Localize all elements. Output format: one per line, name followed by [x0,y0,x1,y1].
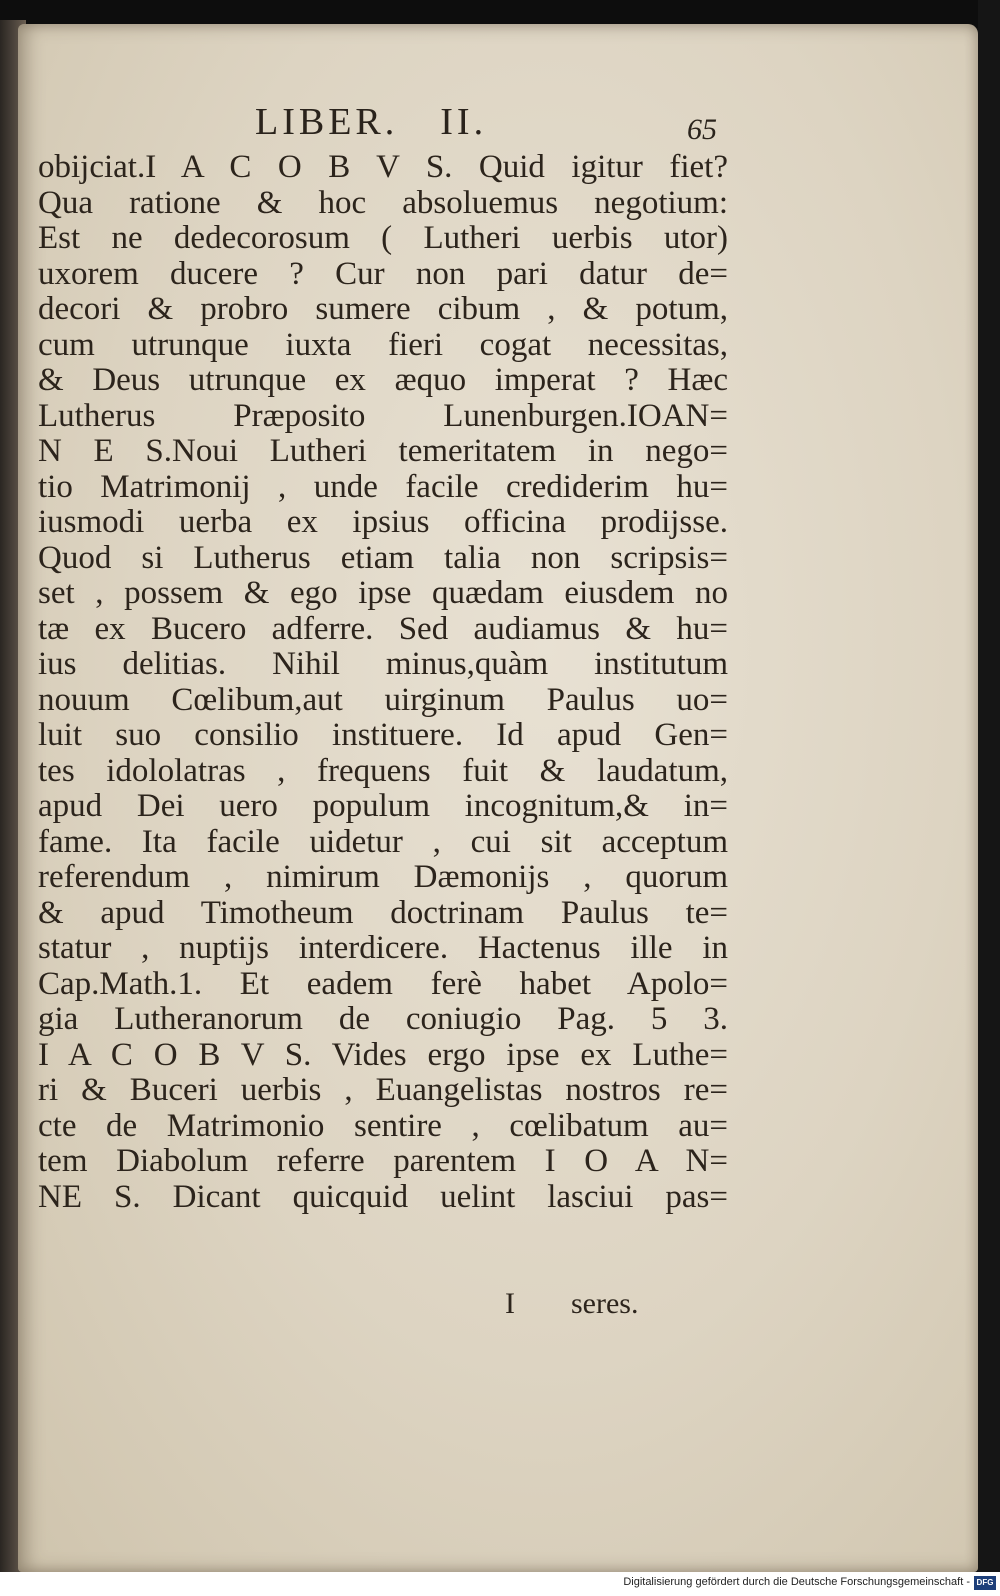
text-line: tem Diabolum referre parentem I O A N= [38,1143,728,1179]
catchword-line [505,1287,705,1321]
signature-mark: I [505,1287,515,1320]
text-line: luit suo consilio instituere. Id apud Gen= [38,717,728,753]
text-line: tæ ex Bucero adferre. Sed audiamus & hu= [38,610,728,647]
text-line: Lutherus Præposito Lunenburgen.IOAN= [38,397,728,434]
body-text [38,150,728,1215]
text-line: decori & probro sumere cibum , & potum, [38,291,728,327]
text-line: ri & Buceri uerbis , Euangelistas nostros re= [38,1072,728,1108]
text-line: tio Matrimonij , unde facile crediderim hu= [38,468,728,505]
text-line: Qua ratione & hoc absoluemus negotium: [38,184,728,221]
text-line: fame. Ita facile uidetur , cui sit acceptum [38,823,728,860]
text-line: NE S. Dicant quicquid uelint lasciui pas= [38,1178,728,1215]
text-line: I A C O B V S. Vides ergo ipse ex Luthe= [38,1036,728,1073]
text-line: set , possem & ego ipse quædam eiusdem no [38,575,728,611]
text-line: nouum Cœlibum,aut uirginum Paulus uo= [38,681,728,718]
text-line: Est ne dedecorosum ( Lutheri uerbis utor) [38,220,728,256]
text-line: statur , nuptijs interdicere. Hactenus ille in [38,930,728,966]
text-line: cte de Matrimonio sentire , cœlibatum au= [38,1107,728,1144]
running-head-liber: LIBER. [255,101,399,143]
footer-bar [0,1572,1000,1596]
text-line: apud Dei uero populum incognitum,& in= [38,788,728,824]
text-line: gia Lutheranorum de coniugio Pag. 5 3. [38,1001,728,1037]
text-line: uxorem ducere ? Cur non pari datur de= [38,255,728,292]
scan-background-right [978,0,1000,1572]
text-line: Cap.Math.1. Et eadem ferè habet Apolo= [38,965,728,1002]
running-head-number: II. [440,101,488,143]
text-line: & apud Timotheum doctrinam Paulus te= [38,894,728,931]
running-head [255,100,487,144]
text-line: obijciat.I A C O B V S. Quid igitur fiet? [38,149,728,185]
text-line: referendum , nimirum Dæmonijs , quorum [38,859,728,895]
text-line: ius delitias. Nihil minus,quàm institutum [38,646,728,682]
text-line: Quod si Lutherus etiam talia non scripsis= [38,539,728,576]
text-line: N E S.Noui Lutheri temeritatem in nego= [38,433,728,469]
funding-notice: Digitalisierung gefördert durch die Deutsche Forschungsgemeinschaft - [623,1576,970,1588]
text-line: cum utrunque iuxta fieri cogat necessitas, [38,326,728,363]
text-line: iusmodi uerba ex ipsius officina prodijsse. [38,504,728,540]
dfg-logo: DFG [974,1576,996,1590]
text-line: & Deus utrunque ex æquo imperat ? Hæc [38,362,728,398]
text-line: tes idololatras , frequens fuit & laudatum, [38,752,728,789]
catchword: seres. [571,1287,639,1320]
page-number: 65 [687,113,717,146]
